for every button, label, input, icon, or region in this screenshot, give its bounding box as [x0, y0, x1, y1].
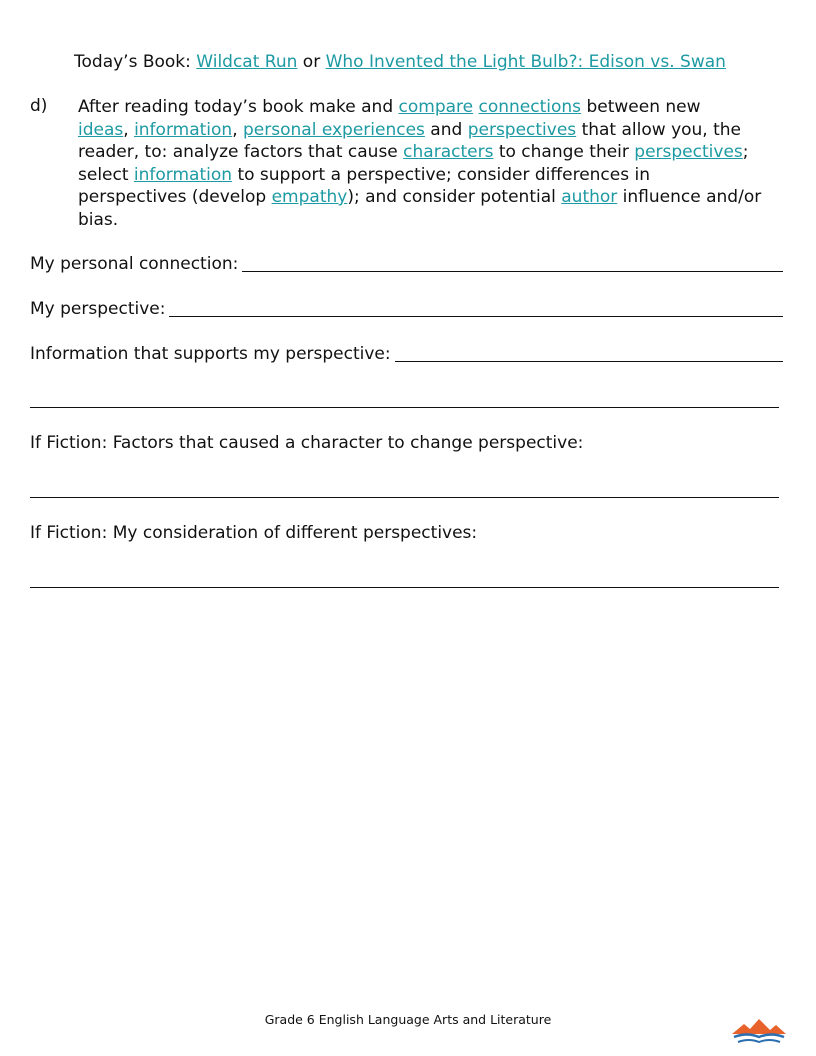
instructions-line-1 — [78, 96, 790, 119]
vocab-link-ideas[interactable]: ideas — [78, 119, 124, 140]
vocab-link-connections[interactable]: connections — [478, 97, 582, 117]
supporting-info-label: Information that supports my perspective: — [30, 344, 391, 364]
text-run: reader, to: analyze factors that cause — [78, 142, 404, 162]
instructions-line-3 — [78, 141, 790, 164]
my-perspective-field[interactable] — [30, 299, 783, 319]
logo-wave-2 — [738, 1040, 780, 1042]
text-run: influence and/or — [617, 187, 762, 207]
my-perspective-answer-line[interactable] — [169, 300, 783, 317]
personal-connection-answer-line[interactable] — [242, 255, 783, 272]
logo-mountains — [732, 1019, 786, 1034]
text-run: ); and consider potential — [347, 187, 562, 207]
book-connector: or — [297, 52, 326, 72]
vocab-link-information[interactable]: information — [134, 119, 233, 140]
book-link-light-bulb[interactable]: Who Invented the Light Bulb?: Edison vs. Swan — [325, 52, 726, 72]
fiction-factors-answer-line[interactable] — [30, 497, 779, 498]
todays-book-header — [74, 52, 726, 72]
vocab-link-information-2[interactable]: information — [133, 164, 233, 185]
vocab-link-perspectives-2[interactable]: perspectives — [634, 142, 743, 162]
vocab-link-compare[interactable]: compare — [398, 97, 474, 117]
page-footer: Grade 6 English Language Arts and Literature — [264, 1012, 552, 1027]
item-marker: d) — [30, 96, 48, 116]
supporting-info-answer-line[interactable] — [395, 345, 783, 362]
instructions-line-2 — [78, 119, 790, 142]
vocab-link-characters[interactable]: characters — [403, 142, 494, 162]
personal-connection-label: My personal connection: — [30, 254, 239, 274]
instructions-line-6: bias. — [78, 209, 119, 230]
instructions-line-4 — [78, 164, 790, 187]
book-link-wildcat-run[interactable]: Wildcat Run — [196, 52, 298, 72]
text-run: to support a perspective; consider differences in — [232, 164, 650, 185]
fiction-factors-label: If Fiction: Factors that caused a character to change perspective: — [30, 433, 584, 453]
text-run: to change their — [493, 142, 635, 162]
text-run: and — [424, 119, 468, 140]
fiction-consideration-answer-line[interactable] — [30, 587, 779, 588]
vocab-link-author[interactable]: author — [561, 187, 618, 207]
vocab-link-perspectives[interactable]: perspectives — [467, 119, 577, 140]
text-run: , — [232, 119, 243, 140]
personal-connection-field[interactable] — [30, 254, 783, 274]
publisher-logo-icon — [730, 1016, 788, 1046]
text-run: that allow you, the — [576, 119, 742, 140]
vocab-link-empathy[interactable]: empathy — [271, 187, 348, 207]
logo-wave-1 — [734, 1035, 784, 1038]
text-run: select — [78, 164, 134, 185]
fiction-consideration-label: If Fiction: My consideration of different perspectives: — [30, 523, 478, 543]
text-run: ; — [742, 142, 749, 162]
text-run: between new — [581, 97, 701, 117]
text-run: After reading today’s book make and — [78, 97, 399, 117]
vocab-link-personal-experiences[interactable]: personal experiences — [243, 119, 425, 140]
instructions-paragraph — [78, 96, 790, 231]
supporting-info-field[interactable] — [30, 344, 783, 364]
text-run: , — [123, 119, 135, 140]
supporting-info-answer-line-2[interactable] — [30, 407, 779, 408]
my-perspective-label: My perspective: — [30, 299, 166, 319]
todays-book-label: Today’s Book: — [74, 52, 197, 72]
text-run: perspectives (develop — [78, 187, 272, 207]
instructions-line-5 — [78, 186, 790, 209]
